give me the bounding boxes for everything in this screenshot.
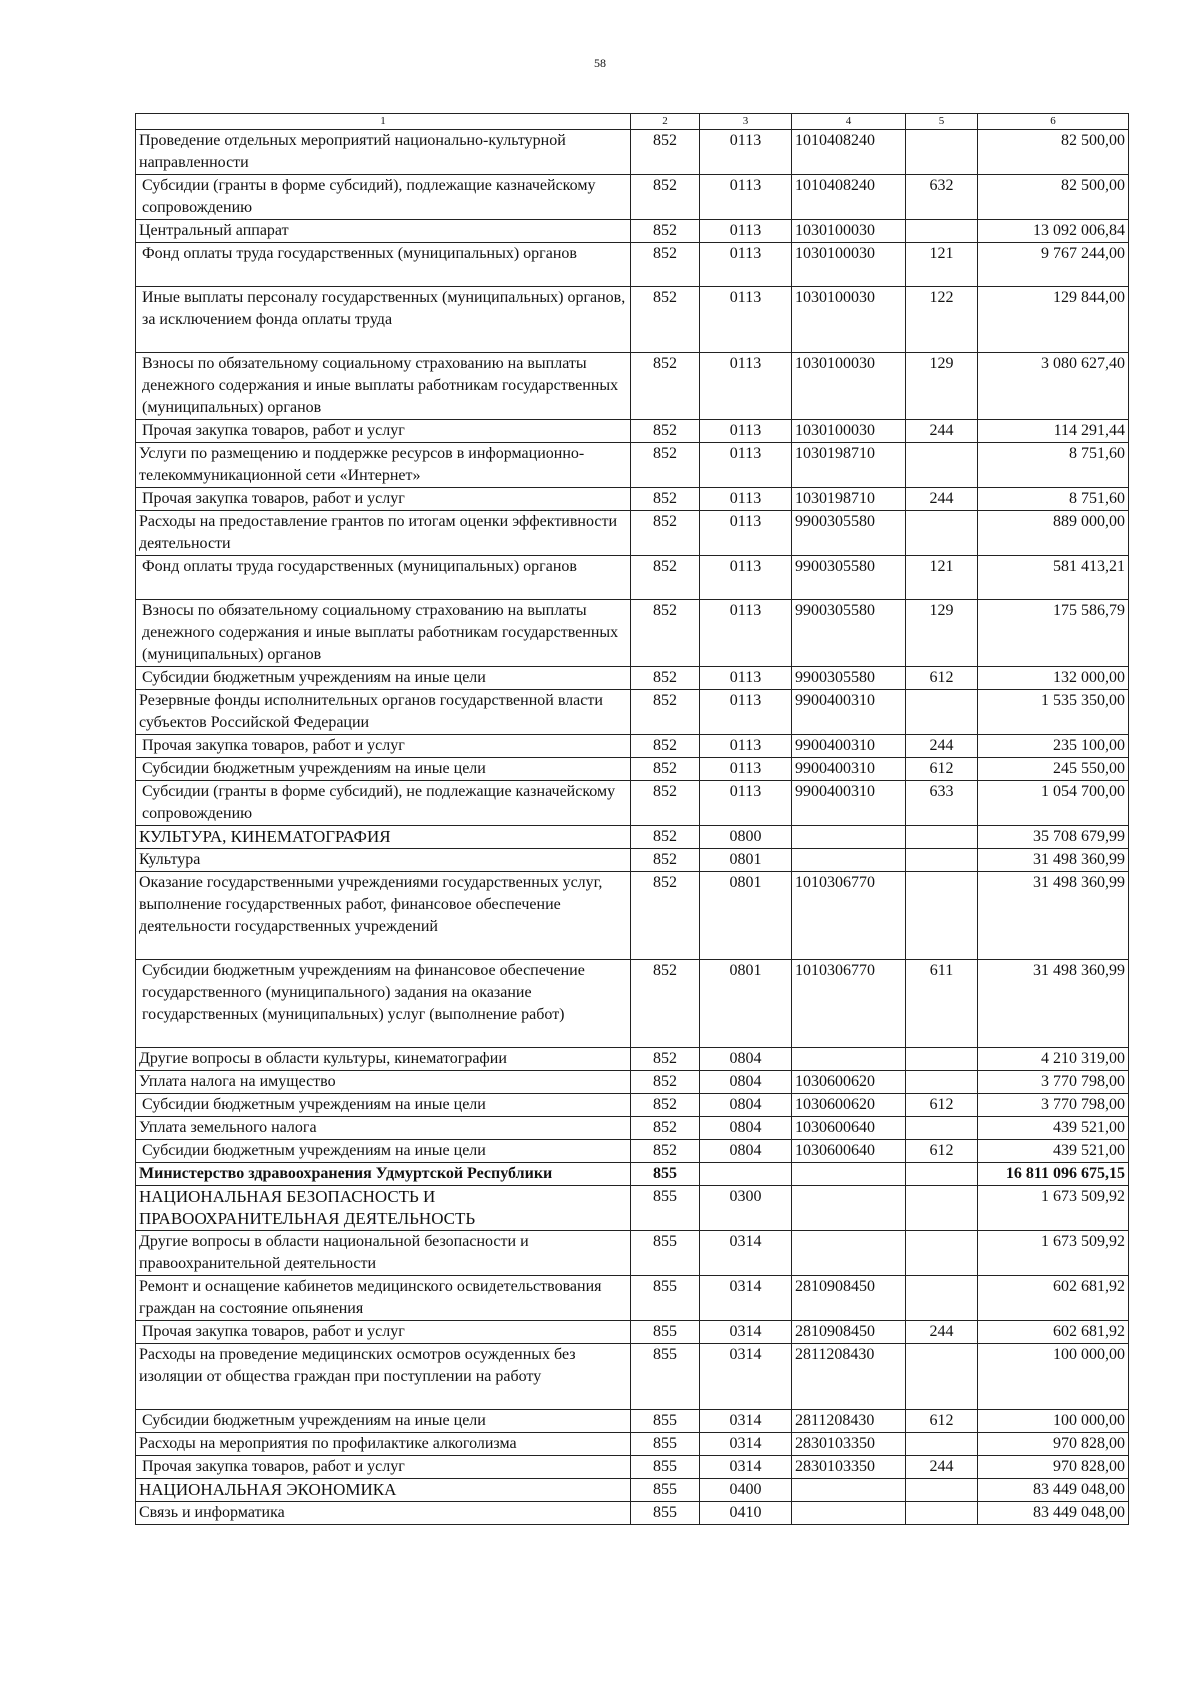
row-name-cell: НАЦИОНАЛЬНАЯ БЕЗОПАСНОСТЬ И ПРАВООХРАНИТЕЛЬНАЯ ДЕЯТЕЛЬНОСТЬ [136,1186,631,1231]
row-name-cell: Иные выплаты персоналу государственных (муниципальных) органов, за исключением фонда оплаты труда [136,287,631,353]
table-header-row [136,114,1129,130]
row-name-cell: Министерство здравоохранения Удмуртской Республики [136,1163,631,1186]
row-name-cell: Уплата налога на имущество [136,1071,631,1094]
row-expense-type-cell: 244 [906,735,978,758]
row-name-cell: Субсидии бюджетным учреждениям на иные цели [136,758,631,781]
table-row [136,1433,1129,1456]
row-admin-code-cell: 852 [631,220,700,243]
row-section-cell: 0804 [700,1071,792,1094]
column-header: 2 [631,114,700,130]
row-expense-type-cell: 129 [906,600,978,667]
row-target-article-cell: 1030198710 [792,443,906,488]
column-header: 5 [906,114,978,130]
row-target-article-cell: 2810908450 [792,1321,906,1344]
row-expense-type-cell [906,1502,978,1525]
row-amount-cell: 114 291,44 [978,420,1129,443]
row-target-article-cell [792,1163,906,1186]
row-admin-code-cell: 855 [631,1479,700,1502]
row-name-cell: Субсидии бюджетным учреждениям на иные цели [136,667,631,690]
row-section-cell: 0800 [700,826,792,849]
row-admin-code-cell: 852 [631,130,700,175]
row-amount-cell: 245 550,00 [978,758,1129,781]
table-row [136,420,1129,443]
row-name-cell: Субсидии бюджетным учреждениям на иные цели [136,1140,631,1163]
row-expense-type-cell [906,511,978,556]
row-amount-cell: 100 000,00 [978,1344,1129,1410]
row-admin-code-cell: 855 [631,1186,700,1231]
row-admin-code-cell: 852 [631,600,700,667]
row-target-article-cell: 1030198710 [792,488,906,511]
row-target-article-cell [792,849,906,872]
row-name-cell: Субсидии бюджетным учреждениям на иные цели [136,1410,631,1433]
row-admin-code-cell: 852 [631,690,700,735]
row-amount-cell: 439 521,00 [978,1117,1129,1140]
row-target-article-cell: 1010408240 [792,130,906,175]
row-target-article-cell: 9900305580 [792,511,906,556]
row-admin-code-cell: 852 [631,960,700,1048]
row-section-cell: 0113 [700,488,792,511]
row-amount-cell: 3 080 627,40 [978,353,1129,420]
table-row [136,758,1129,781]
row-section-cell: 0410 [700,1502,792,1525]
row-amount-cell: 9 767 244,00 [978,243,1129,287]
table-row [136,1163,1129,1186]
page-number: 58 [594,56,606,70]
row-section-cell: 0113 [700,690,792,735]
row-expense-type-cell [906,1048,978,1071]
budget-table [135,113,1129,1525]
row-expense-type-cell [906,1231,978,1276]
row-admin-code-cell: 855 [631,1502,700,1525]
table-row [136,849,1129,872]
row-section-cell: 0113 [700,758,792,781]
row-name-cell: Взносы по обязательному социальному страхованию на выплаты денежного содержания и иные выплаты работникам государственных (муниципальных) органов [136,600,631,667]
table-row [136,511,1129,556]
row-name-cell: Услуги по размещению и поддержке ресурсов в информационно-телекоммуникационной сети «Интернет» [136,443,631,488]
table-row [136,690,1129,735]
row-name-cell: Резервные фонды исполнительных органов государственной власти субъектов Российской Федерации [136,690,631,735]
row-expense-type-cell [906,1163,978,1186]
row-target-article-cell: 9900305580 [792,600,906,667]
row-target-article-cell [792,1231,906,1276]
row-expense-type-cell [906,443,978,488]
row-target-article-cell: 1030600640 [792,1117,906,1140]
row-name-cell: Расходы на мероприятия по профилактике алкоголизма [136,1433,631,1456]
row-target-article-cell: 9900400310 [792,758,906,781]
row-name-cell: Расходы на проведение медицинских осмотров осужденных без изоляции от общества граждан при поступлении на работу [136,1344,631,1410]
row-amount-cell: 889 000,00 [978,511,1129,556]
row-amount-cell: 132 000,00 [978,667,1129,690]
row-name-cell: Субсидии бюджетным учреждениям на иные цели [136,1094,631,1117]
row-admin-code-cell: 852 [631,735,700,758]
row-expense-type-cell: 244 [906,420,978,443]
row-section-cell [700,1163,792,1186]
row-name-cell: Прочая закупка товаров, работ и услуг [136,420,631,443]
column-header: 6 [978,114,1129,130]
row-amount-cell: 235 100,00 [978,735,1129,758]
row-section-cell: 0113 [700,243,792,287]
table-row [136,220,1129,243]
row-amount-cell: 4 210 319,00 [978,1048,1129,1071]
row-amount-cell: 1 673 509,92 [978,1186,1129,1231]
row-admin-code-cell: 852 [631,287,700,353]
column-header: 3 [700,114,792,130]
row-section-cell: 0314 [700,1231,792,1276]
row-expense-type-cell: 129 [906,353,978,420]
row-amount-cell: 602 681,92 [978,1321,1129,1344]
table-row [136,1456,1129,1479]
table-row [136,960,1129,1048]
row-name-cell: Субсидии (гранты в форме субсидий), подлежащие казначейскому сопровождению [136,175,631,220]
table-row [136,600,1129,667]
row-section-cell: 0113 [700,667,792,690]
row-admin-code-cell: 855 [631,1163,700,1186]
row-amount-cell: 1 054 700,00 [978,781,1129,826]
row-target-article-cell: 1010306770 [792,960,906,1048]
table-row [136,1410,1129,1433]
table-row [136,1117,1129,1140]
row-target-article-cell: 1030100030 [792,243,906,287]
row-admin-code-cell: 852 [631,556,700,600]
row-section-cell: 0314 [700,1433,792,1456]
row-section-cell: 0113 [700,556,792,600]
table-row [136,1502,1129,1525]
row-target-article-cell: 2830103350 [792,1433,906,1456]
row-amount-cell: 83 449 048,00 [978,1502,1129,1525]
row-admin-code-cell: 852 [631,175,700,220]
row-amount-cell: 970 828,00 [978,1433,1129,1456]
row-section-cell: 0113 [700,735,792,758]
row-admin-code-cell: 855 [631,1456,700,1479]
row-expense-type-cell: 122 [906,287,978,353]
row-target-article-cell: 1030100030 [792,353,906,420]
row-amount-cell: 129 844,00 [978,287,1129,353]
row-name-cell: Центральный аппарат [136,220,631,243]
row-expense-type-cell: 612 [906,758,978,781]
row-expense-type-cell [906,872,978,960]
table-row [136,443,1129,488]
row-name-cell: Взносы по обязательному социальному страхованию на выплаты денежного содержания и иные выплаты работникам государственных (муниципальных) органов [136,353,631,420]
row-amount-cell: 31 498 360,99 [978,849,1129,872]
row-name-cell: Фонд оплаты труда государственных (муниципальных) органов [136,243,631,287]
row-expense-type-cell [906,220,978,243]
row-target-article-cell [792,1186,906,1231]
table-row [136,1344,1129,1410]
row-target-article-cell: 9900305580 [792,667,906,690]
row-admin-code-cell: 852 [631,243,700,287]
row-name-cell: Фонд оплаты труда государственных (муниципальных) органов [136,556,631,600]
column-header: 1 [136,114,631,130]
row-name-cell: Проведение отдельных мероприятий национально-культурной направленности [136,130,631,175]
row-expense-type-cell [906,826,978,849]
row-admin-code-cell: 852 [631,826,700,849]
row-section-cell: 0804 [700,1140,792,1163]
row-name-cell: Ремонт и оснащение кабинетов медицинского освидетельствования граждан на состояние опьянения [136,1276,631,1321]
row-target-article-cell: 1030100030 [792,287,906,353]
row-expense-type-cell: 244 [906,488,978,511]
row-amount-cell: 1 535 350,00 [978,690,1129,735]
row-expense-type-cell: 633 [906,781,978,826]
table-row [136,556,1129,600]
row-name-cell: Расходы на предоставление грантов по итогам оценки эффективности деятельности [136,511,631,556]
row-name-cell: Субсидии (гранты в форме субсидий), не подлежащие казначейскому сопровождению [136,781,631,826]
table-row [136,735,1129,758]
row-target-article-cell: 9900400310 [792,781,906,826]
row-section-cell: 0801 [700,960,792,1048]
row-admin-code-cell: 852 [631,781,700,826]
table-row [136,872,1129,960]
row-expense-type-cell: 611 [906,960,978,1048]
row-name-cell: Прочая закупка товаров, работ и услуг [136,488,631,511]
row-name-cell: Прочая закупка товаров, работ и услуг [136,1456,631,1479]
row-section-cell: 0300 [700,1186,792,1231]
row-expense-type-cell: 632 [906,175,978,220]
row-section-cell: 0804 [700,1094,792,1117]
row-target-article-cell: 9900400310 [792,690,906,735]
row-target-article-cell: 9900400310 [792,735,906,758]
row-expense-type-cell [906,849,978,872]
row-admin-code-cell: 852 [631,511,700,556]
table-row [136,1094,1129,1117]
row-amount-cell: 970 828,00 [978,1456,1129,1479]
table-row [136,130,1129,175]
row-expense-type-cell [906,1344,978,1410]
table-row [136,353,1129,420]
row-section-cell: 0113 [700,511,792,556]
row-section-cell: 0314 [700,1410,792,1433]
table-row [136,1231,1129,1276]
row-amount-cell: 581 413,21 [978,556,1129,600]
row-expense-type-cell: 612 [906,1140,978,1163]
row-expense-type-cell [906,1071,978,1094]
row-name-cell: Оказание государственными учреждениями государственных услуг, выполнение государственных работ, финансовое обеспечение деятельности государственных учреждений [136,872,631,960]
row-expense-type-cell: 244 [906,1321,978,1344]
row-expense-type-cell [906,1433,978,1456]
row-amount-cell: 100 000,00 [978,1410,1129,1433]
row-section-cell: 0113 [700,220,792,243]
row-name-cell: Уплата земельного налога [136,1117,631,1140]
row-target-article-cell: 1010408240 [792,175,906,220]
row-admin-code-cell: 852 [631,872,700,960]
table-row [136,781,1129,826]
row-admin-code-cell: 852 [631,758,700,781]
table-row [136,243,1129,287]
row-admin-code-cell: 852 [631,420,700,443]
table-row [136,1140,1129,1163]
row-amount-cell: 31 498 360,99 [978,960,1129,1048]
row-section-cell: 0113 [700,781,792,826]
row-admin-code-cell: 852 [631,443,700,488]
row-target-article-cell: 1030600620 [792,1071,906,1094]
row-section-cell: 0113 [700,130,792,175]
row-name-cell: Прочая закупка товаров, работ и услуг [136,1321,631,1344]
row-name-cell: КУЛЬТУРА, КИНЕМАТОГРАФИЯ [136,826,631,849]
row-admin-code-cell: 852 [631,353,700,420]
row-expense-type-cell [906,1117,978,1140]
row-section-cell: 0113 [700,443,792,488]
row-target-article-cell: 2811208430 [792,1344,906,1410]
row-section-cell: 0314 [700,1456,792,1479]
table-row [136,667,1129,690]
row-expense-type-cell [906,130,978,175]
row-amount-cell: 8 751,60 [978,443,1129,488]
row-target-article-cell: 9900305580 [792,556,906,600]
row-name-cell: НАЦИОНАЛЬНАЯ ЭКОНОМИКА [136,1479,631,1502]
row-admin-code-cell: 855 [631,1321,700,1344]
row-target-article-cell: 1030600640 [792,1140,906,1163]
row-expense-type-cell: 612 [906,667,978,690]
row-section-cell: 0113 [700,420,792,443]
row-amount-cell: 439 521,00 [978,1140,1129,1163]
row-amount-cell: 602 681,92 [978,1276,1129,1321]
row-admin-code-cell: 852 [631,488,700,511]
row-name-cell: Связь и информатика [136,1502,631,1525]
row-section-cell: 0113 [700,600,792,667]
row-expense-type-cell [906,690,978,735]
row-amount-cell: 82 500,00 [978,175,1129,220]
row-section-cell: 0801 [700,849,792,872]
row-target-article-cell: 1030100030 [792,420,906,443]
row-admin-code-cell: 852 [631,849,700,872]
row-section-cell: 0113 [700,353,792,420]
row-section-cell: 0314 [700,1321,792,1344]
row-amount-cell: 13 092 006,84 [978,220,1129,243]
row-expense-type-cell: 244 [906,1456,978,1479]
table-row [136,175,1129,220]
row-amount-cell: 35 708 679,99 [978,826,1129,849]
row-target-article-cell: 2811208430 [792,1410,906,1433]
row-admin-code-cell: 855 [631,1276,700,1321]
table-row [136,1276,1129,1321]
row-section-cell: 0801 [700,872,792,960]
row-section-cell: 0113 [700,287,792,353]
table-row [136,1479,1129,1502]
row-admin-code-cell: 852 [631,1048,700,1071]
row-admin-code-cell: 855 [631,1344,700,1410]
table-row [136,1321,1129,1344]
row-name-cell: Культура [136,849,631,872]
row-expense-type-cell: 612 [906,1410,978,1433]
row-expense-type-cell [906,1479,978,1502]
row-admin-code-cell: 855 [631,1433,700,1456]
row-target-article-cell: 1030600620 [792,1094,906,1117]
row-amount-cell: 1 673 509,92 [978,1231,1129,1276]
row-expense-type-cell [906,1276,978,1321]
row-amount-cell: 175 586,79 [978,600,1129,667]
row-target-article-cell: 1030100030 [792,220,906,243]
row-section-cell: 0314 [700,1344,792,1410]
table-row [136,826,1129,849]
row-amount-cell: 83 449 048,00 [978,1479,1129,1502]
row-amount-cell: 8 751,60 [978,488,1129,511]
row-target-article-cell: 2830103350 [792,1456,906,1479]
row-amount-cell: 16 811 096 675,15 [978,1163,1129,1186]
column-header: 4 [792,114,906,130]
row-section-cell: 0113 [700,175,792,220]
row-name-cell: Другие вопросы в области культуры, кинематографии [136,1048,631,1071]
row-target-article-cell [792,1479,906,1502]
row-admin-code-cell: 852 [631,1117,700,1140]
row-expense-type-cell: 121 [906,243,978,287]
table-row [136,488,1129,511]
row-admin-code-cell: 852 [631,1071,700,1094]
row-expense-type-cell: 121 [906,556,978,600]
row-section-cell: 0804 [700,1048,792,1071]
row-section-cell: 0804 [700,1117,792,1140]
row-admin-code-cell: 855 [631,1410,700,1433]
row-admin-code-cell: 852 [631,1094,700,1117]
row-amount-cell: 31 498 360,99 [978,872,1129,960]
row-expense-type-cell: 612 [906,1094,978,1117]
row-name-cell: Прочая закупка товаров, работ и услуг [136,735,631,758]
row-amount-cell: 3 770 798,00 [978,1094,1129,1117]
table-row [136,1071,1129,1094]
row-admin-code-cell: 855 [631,1231,700,1276]
row-amount-cell: 82 500,00 [978,130,1129,175]
table-row [136,1048,1129,1071]
row-expense-type-cell [906,1186,978,1231]
row-section-cell: 0400 [700,1479,792,1502]
row-target-article-cell: 2810908450 [792,1276,906,1321]
row-target-article-cell [792,826,906,849]
row-name-cell: Субсидии бюджетным учреждениям на финансовое обеспечение государственного (муниципального) задания на оказание государственных (муниципальных) услуг (выполнение работ) [136,960,631,1048]
row-target-article-cell [792,1048,906,1071]
row-name-cell: Другие вопросы в области национальной безопасности и правоохранительной деятельности [136,1231,631,1276]
row-section-cell: 0314 [700,1276,792,1321]
row-admin-code-cell: 852 [631,1140,700,1163]
table-row [136,1186,1129,1231]
table-row [136,287,1129,353]
row-target-article-cell: 1010306770 [792,872,906,960]
row-target-article-cell [792,1502,906,1525]
row-amount-cell: 3 770 798,00 [978,1071,1129,1094]
row-admin-code-cell: 852 [631,667,700,690]
